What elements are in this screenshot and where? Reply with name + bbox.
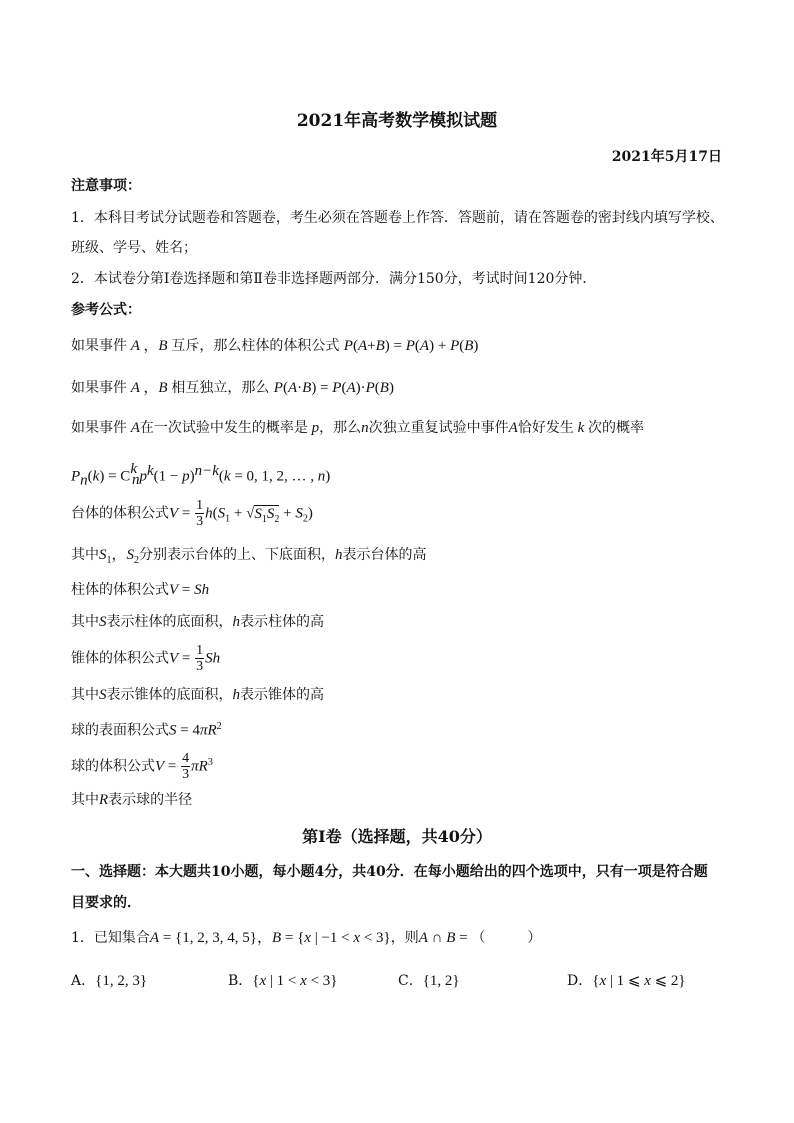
fraction-four-thirds: $\frac{4}{3}$ <box>182 751 190 783</box>
formula-cone: 锥体的体积公式V = $\frac{1}{3}$ Sh <box>71 643 221 674</box>
formula-binomial-text: 如果事件 A在一次试验中发生的概率是 p，那么n次独立重复试验中事件A恰好发生 k 次的概率 <box>71 420 645 436</box>
notice-item-1-line-2: 班级、学号、姓名； <box>71 240 197 256</box>
notice-item-2: 2．本试卷分第Ⅰ卷选择题和第Ⅱ卷非选择题两部分．满分150分，考试时间120分钟． <box>71 271 597 287</box>
option-c[interactable]: C．{1, 2} <box>398 973 460 989</box>
formula-independent: 如果事件 A ，B 相互独立，那么 P(A·B) = P(A)·P(B) <box>71 380 394 396</box>
option-b[interactable]: B．{x | 1 < x < 3} <box>228 973 338 989</box>
formula-sphere-area: 球的表面积公式$S = 4\pi R^2$ <box>71 721 222 739</box>
fraction-one-third: $\frac{1}{3}$ <box>196 498 204 529</box>
formula-sphere-volume: 球的体积公式V = $\frac{4}{3}$ $\pi R^3$ <box>71 751 213 783</box>
option-a[interactable]: A．{1, 2, 3} <box>71 973 148 989</box>
frustum-note: 其中$S_1$，$S_2$分别表示台体的上、下底面积，h表示台体的高 <box>71 547 427 566</box>
page-title: 2021年高考数学模拟试题 <box>296 111 498 131</box>
notice-heading: 注意事项： <box>71 178 141 194</box>
formula-binomial: $P_n(k) = C^k_np^k(1 - p)^{n-k}(k = 0$, 1, 2, … , n) <box>71 461 331 489</box>
formula-frustum: 台体的体积公式V = $\frac{1}{3}$ $h(S_1 + √S_1S_2 + S_2)$ <box>71 498 313 529</box>
sphere-note: 其中R表示球的半径 <box>71 792 193 808</box>
notice-item-1-line-1: 1．本科目考试分试题卷和答题卷，考生必须在答题卷上作答．答题前，请在答题卷的密封线内填写学校、 <box>71 210 724 226</box>
option-d[interactable]: D．{x | 1 ⩽ x ⩽ 2} <box>567 973 686 989</box>
formula-mutually-exclusive: 如果事件 A ，B 互斥，那么柱体的体积公式 P(A+B) = P(A) + P(B) <box>71 338 479 354</box>
cone-note: 其中S表示锥体的底面积，h表示锥体的高 <box>71 687 324 703</box>
formula-prism: 柱体的体积公式V = Sh <box>71 582 210 598</box>
section-1-title: 第Ⅰ卷（选择题，共40分） <box>302 827 492 846</box>
section-1-intro-line-2: 目要求的． <box>71 895 141 911</box>
formulas-heading: 参考公式： <box>71 302 141 318</box>
fraction-one-third: $\frac{1}{3}$ <box>196 643 204 674</box>
prism-note: 其中S表示柱体的底面积，h表示柱体的高 <box>71 614 324 630</box>
question-1-stem: 1．已知集合A = {1, 2, 3, 4, 5}，B = {x | −1 < x < 3}，则A ∩ B = （ ） <box>71 930 542 946</box>
exam-date: 2021年5月17日 <box>611 149 722 165</box>
section-1-intro-line-1: 一、选择题：本大题共10小题，每小题4分，共40分．在每小题给出的四个选项中，只有一项是符合题 <box>71 864 708 880</box>
